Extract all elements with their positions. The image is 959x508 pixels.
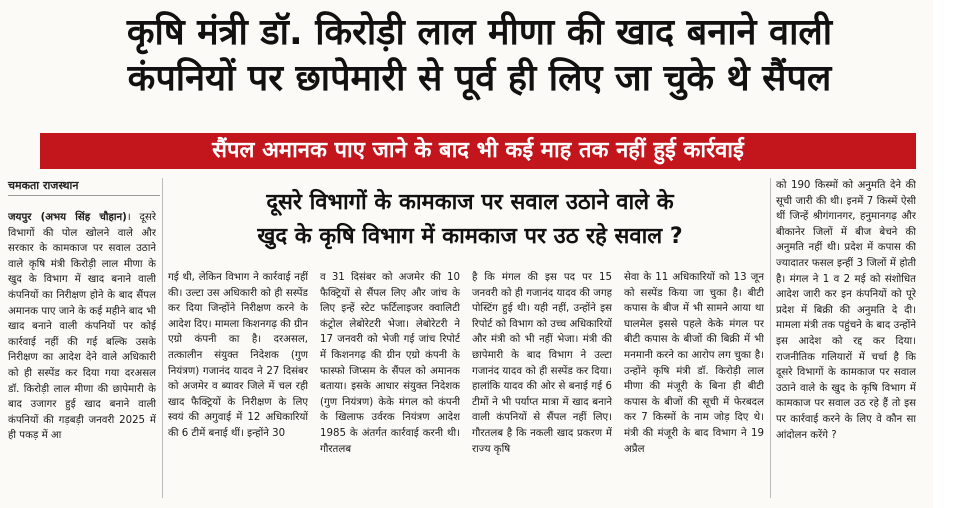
publication-tag: चमकता राजस्थान bbox=[8, 178, 160, 196]
column-divider bbox=[162, 178, 163, 498]
article-column-4 bbox=[472, 270, 612, 498]
dateline: जयपुर (अभय सिंह चौहान) bbox=[8, 212, 127, 223]
headline-line-1: कृषि मंत्री डॉ. किरोड़ी लाल मीणा की खाद बनाने वाली bbox=[126, 12, 833, 53]
article-column-5 bbox=[624, 270, 764, 498]
article-column-1 bbox=[8, 210, 156, 498]
column-2-text: गई थी, लेकिन विभाग ने कार्रवाई नहीं की। उल्टा उस अधिकारी को ही सस्पेंड कर दिया जिन्होंने निरीक्षण करने के आदेश दिए। मामला किशनगढ़ की ग्रीन एग्रो कंपनी का है। दरअसल, तत्कालीन संयुक्त निदेशक (गुण नियंत्रण) गजानंद यादव ने 27 दिसंबर को अजमेर व ब्यावर जिले में चल रही खाद फैक्ट्रियों के निरीक्षण के लिए स्वयं की अगुवाई में 12 अधिकारियों की 6 टीमें बनाई थीं। इन्होंने 30 bbox=[168, 272, 308, 439]
headline-line-2: कंपनियों पर छापेमारी से पूर्व ही लिए जा चुके थे सैंपल bbox=[127, 58, 832, 99]
sub-headline bbox=[170, 186, 770, 254]
article-column-6 bbox=[776, 178, 916, 498]
strap-banner: सैंपल अमानक पाए जाने के बाद भी कई माह तक नहीं हुई कार्रवाई bbox=[40, 133, 916, 169]
column-4-text: है कि मंगल की इस पद पर 15 जनवरी को ही गजानंद यादव की जगह पोस्टिंग हुई थी। यही नहीं, उन्होंने इस रिपोर्ट को विभाग को उच्च अधिकारियों और मंत्री को भी नहीं भेजा। मंत्री की छापेमारी के बाद विभाग ने उल्टा गजानंद यादव को ही सस्पेंड कर दिया। हालांकि यादव की ओर से बनाई गई 6 टीमों ने भी पर्याप्त मात्रा में खाद बनाने वाली कंपनियों से सैंपल नहीं लिए। गौरतलब है कि नकली खाद प्रकरण में राज्य कृषि bbox=[472, 272, 612, 455]
column-5-text: सेवा के 11 अधिकारियों को 13 जून को सस्पेंड किया जा चुका है। बीटी कपास के बीज में भी सामने आया था घालमेल इससे पहले केके मंगल पर बीटी कपास के बीजों की बिक्री में भी मनमानी करने का आरोप लग चुका है। उन्होंने कृषि मंत्री डॉ. किरोड़ी लाल मीणा की मंजूरी के बिना ही बीटी कपास के बीजों की सूची में फेरबदल कर 7 किस्मों के नाम जोड़ दिए थे। मंत्री की मंजूरी के बाद विभाग ने 19 अप्रैल bbox=[624, 272, 764, 455]
column-3-text: व 31 दिसंबर को अजमेर की 10 फैक्ट्रियों से सैंपल लिए और जांच के लिए इन्हें स्टेट फर्टिलाइजर क्वालिटी कंट्रोल लेबोरेटरी भेजा। लेबोरेटरी ने 17 जनवरी को भेजी गई जांच रिपोर्ट में किशनगढ़ की ग्रीन एग्रो कंपनी के फास्फो जिप्सम के सैंपल को अमानक बताया। इसके आधार संयुक्त निदेशक (गुण नियंत्रण) केके मंगल को कंपनी के खिलाफ उर्वरक नियंत्रण आदेश 1985 के अंतर्गत कार्रवाई करनी थी। गौरतलब bbox=[320, 272, 460, 455]
subhead-line-2: खुद के कृषि विभाग में कामकाज पर उठ रहे सवाल ? bbox=[257, 224, 683, 249]
column-1-text: । दूसरे विभागों की पोल खोलने वाले और सरकार के कामकाज पर सवाल उठाने वाले कृषि मंत्री किरोड़ी लाल मीणा के खुद के विभाग में खाद बनाने वाली कंपनियों का निरीक्षण होने के बाद सैंपल अमानक पाए जाने के कई महीने बाद भी खाद बनाने वाली कंपनियों पर कोई कार्रवाई नहीं की गई बल्कि उसके निरीक्षण का आदेश देने वाले अधिकारी को ही सस्पेंड कर दिया गया दरअसल डॉ. किरोड़ी लाल मीणा की छापेमारी के बाद उजागर हुई खाद बनाने वाली कंपनियों की गड़बड़ी जनवरी 2025 में ही पकड़ में आ bbox=[8, 212, 156, 442]
column-divider bbox=[770, 178, 771, 498]
page-margin bbox=[933, 0, 959, 508]
article-column-2 bbox=[168, 270, 308, 498]
subhead-line-1: दूसरे विभागों के कामकाज पर सवाल उठाने वाले के bbox=[266, 190, 674, 215]
article-column-3 bbox=[320, 270, 460, 498]
column-6-text: को 190 किस्मों को अनुमति देने की सूची जारी की थी। इनमें 7 किस्में ऐसी थीं जिन्हें श्रीगंगानगर, हनुमानगढ़ और बीकानेर जिलों में बीज बेचने की अनुमति नहीं थी। प्रदेश में कपास की ज्यादातर फसल इन्हीं 3 जिलों में होती है। मंगल ने 1 व 2 मई को संशोधित आदेश जारी कर इन कंपनियों को पूरे प्रदेश में बिक्री की अनुमति दे दी। मामला मंत्री तक पहुंचने के बाद उन्होंने इस आदेश को रद्द कर दिया। राजनीतिक गलियारों में चर्चा है कि दूसरे विभागों के कामकाज पर सवाल उठाने वाले के खुद के कृषि विभाग में कामकाज पर सवाल उठ रहे हैं तो इस पर कार्रवाई करने के लिए वे कौन सा आंदोलन करेंगे ? bbox=[776, 180, 916, 441]
main-headline bbox=[0, 10, 959, 102]
